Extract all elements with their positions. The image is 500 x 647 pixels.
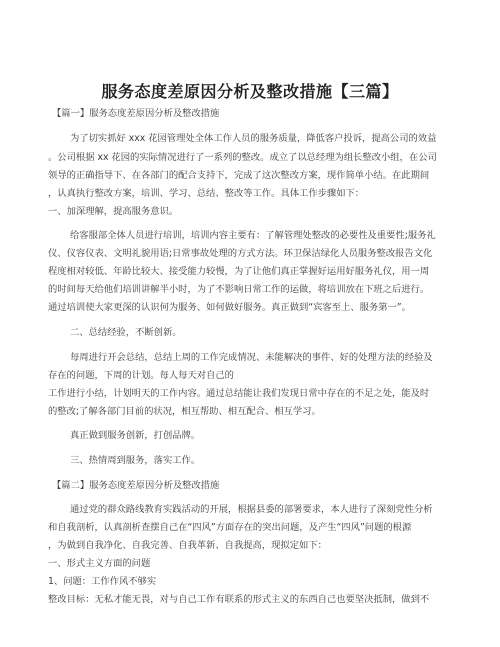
paragraph-line: ，认真执行整改方案，培训、学习、总结、整改等工作。具体工作步骤如下： <box>48 188 365 199</box>
subheading: 二、总结经验，不断创新。 <box>70 327 182 338</box>
paragraph-line: 工作进行小结，计划明天的工作内容。通过总结能让我们发现日常中存在的不足之处，能及时 <box>48 388 430 399</box>
paragraph-line: 真正做到服务创新，打创品牌。 <box>70 430 201 441</box>
paragraph-line: 1、问题：工作作风不够实 <box>48 576 157 587</box>
paragraph-line: 存在的问题，下周的计划。每人每天对自己的 <box>48 370 234 381</box>
paragraph-line: 整改目标：无私才能无畏，对与自己工作有联系的形式主义的东西自己也要坚决抵制，做到不 <box>48 594 430 605</box>
paragraph-line: 。公司根据 xx 花园的实际情况进行了一系列的整改。成立了以总经理为组长整改小组，在公司 <box>48 152 437 163</box>
document-title: 服务态度差原因分析及整改措施【三篇】 <box>101 82 399 101</box>
paragraph-line: 和自我剖析，认真剖析查摆自己在“四风”方面存在的突出问题，及产生“四风”问题的根源 <box>48 522 412 533</box>
paragraph-line: 通过党的群众路线教育实践活动的开展，根据县委的部署要求，本人进行了深刻党性分析 <box>70 504 433 515</box>
subheading: 一、加深理解，提高服务意识。 <box>48 206 179 217</box>
paragraph-line: 给客服部全体人员进行培训，培训内容主要有：了解管理处整改的必要性及重要性;服务礼 <box>70 230 436 241</box>
subheading: 一、形式主义方面的问题 <box>48 558 151 569</box>
paragraph-line: 程度相对较低、年龄比较大、接受能力较慢，为了让他们真正掌握好运用好服务礼仪，用一周 <box>48 266 430 277</box>
paragraph-line: 为了切实抓好 xxx 花园管理处全体工作人员的服务质量，降低客户投诉，提高公司的效益 <box>70 133 437 144</box>
paragraph-line: 通过培训使大家更深的认识何为服务、如何做好服务。真正做到“宾客至上、服务第一”。 <box>48 302 411 313</box>
paragraph-line: 的时间每天给他们培训讲解半小时，为了不影响日常工作的运做，将培训放在下班之后进行。 <box>48 284 430 295</box>
section-heading: 【篇二】服务态度差原因分析及整改措施 <box>52 480 220 491</box>
section-heading: 【篇一】服务态度差原因分析及整改措施 <box>52 108 220 119</box>
paragraph-line: 领导的正确指导下、在各部门的配合支持下，完成了这次整改方案，现作简单小结。在此期间 <box>48 170 430 181</box>
paragraph-line: 仪、仪容仪表、文明礼貌用语;日常事故处理的方式方法。环卫保洁绿化人员服务整改报告文化 <box>48 248 433 259</box>
paragraph-line: ，为做到自我净化、自我完善、自我革新、自我提高，现拟定如下： <box>48 540 327 551</box>
paragraph-line: 每周进行开会总结，总结上周的工作完成情况、未能解决的事件、好的处理方法的经验及 <box>70 352 433 363</box>
paragraph-line: 的整改;了解各部门目前的状况，相互帮助、相互配合、相互学习。 <box>48 406 321 417</box>
subheading: 三、热情周到服务，落实工作。 <box>70 455 201 466</box>
